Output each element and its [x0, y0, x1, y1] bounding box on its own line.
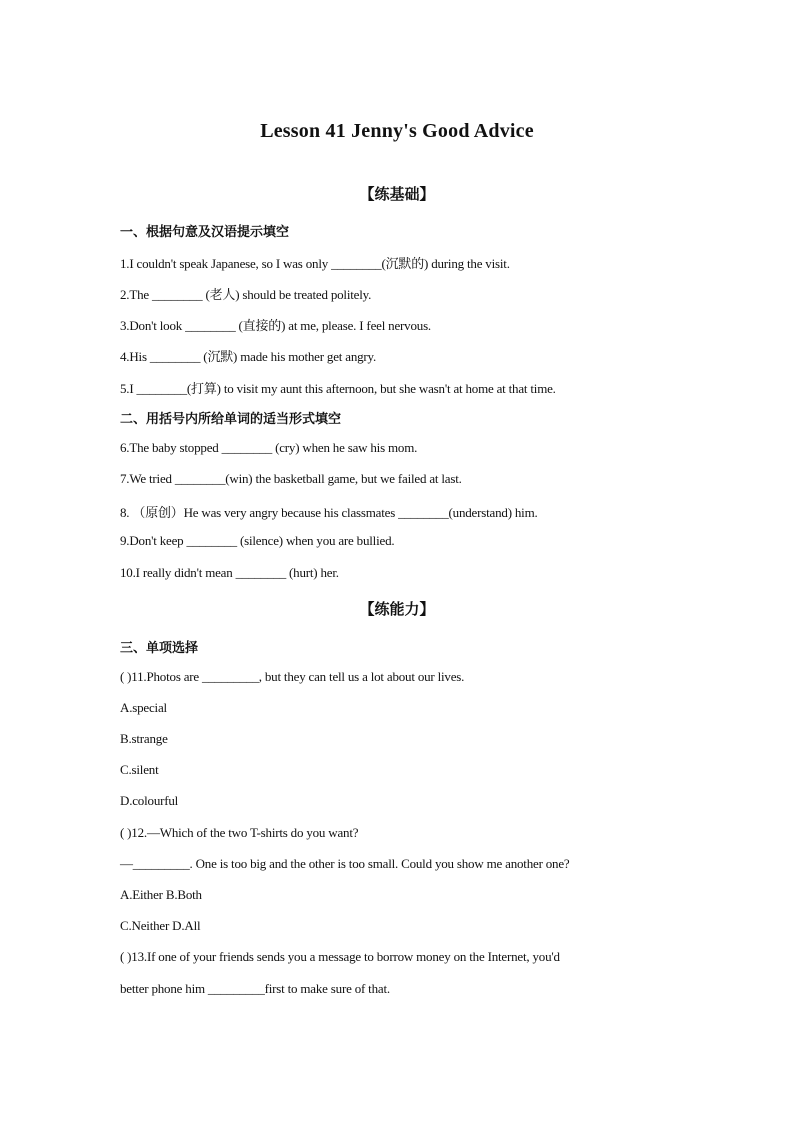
question-8: 8. （原创）He was very angry because his classmates ________(understand) him. — [120, 505, 538, 520]
question-13-continued: better phone him _________first to make sure of that. — [120, 981, 390, 996]
section-basic-title: 【练基础】 — [359, 185, 435, 203]
question-4: 4.His ________ (沉默) made his mother get angry. — [120, 349, 377, 364]
question-11-option-c: C.silent — [120, 762, 159, 777]
question-12-options-ab: A.Either B.Both — [120, 887, 202, 902]
question-7: 7.We tried ________(win) the basketball game, but we failed at last. — [120, 471, 462, 486]
question-10: 10.I really didn't mean ________ (hurt) her. — [120, 565, 339, 580]
question-6: 6.The baby stopped ________ (cry) when he saw his mom. — [120, 440, 418, 455]
heading-part-one: 一、根据句意及汉语提示填空 — [120, 225, 290, 240]
question-12: ( )12.—Which of the two T-shirts do you want? — [120, 825, 359, 840]
question-3: 3.Don't look ________ (直接的) at me, please. I feel nervous. — [120, 318, 431, 333]
question-11-option-d: D.colourful — [120, 793, 179, 808]
question-5: 5.I ________(打算) to visit my aunt this afternoon, but she wasn't at home at that time. — [120, 381, 556, 396]
question-11-option-b: B.strange — [120, 731, 168, 746]
question-11: ( )11.Photos are _________, but they can tell us a lot about our lives. — [120, 669, 465, 684]
question-12-options-cd: C.Neither D.All — [120, 918, 201, 933]
question-9: 9.Don't keep ________ (silence) when you are bullied. — [120, 533, 395, 548]
question-11-option-a: A.special — [120, 700, 167, 715]
heading-part-three: 三、单项选择 — [120, 641, 199, 656]
heading-part-two: 二、用括号内所给单词的适当形式填空 — [120, 412, 342, 427]
page-title: Lesson 41 Jenny's Good Advice — [260, 120, 534, 142]
question-12-response: —_________. One is too big and the other is too small. Could you show me another one? — [120, 856, 570, 871]
section-ability-title: 【练能力】 — [359, 600, 435, 618]
question-13: ( )13.If one of your friends sends you a message to borrow money on the Internet, you'd — [120, 949, 560, 964]
question-1: 1.I couldn't speak Japanese, so I was only ________(沉默的) during the visit. — [120, 256, 510, 271]
question-2: 2.The ________ (老人) should be treated politely. — [120, 287, 372, 302]
